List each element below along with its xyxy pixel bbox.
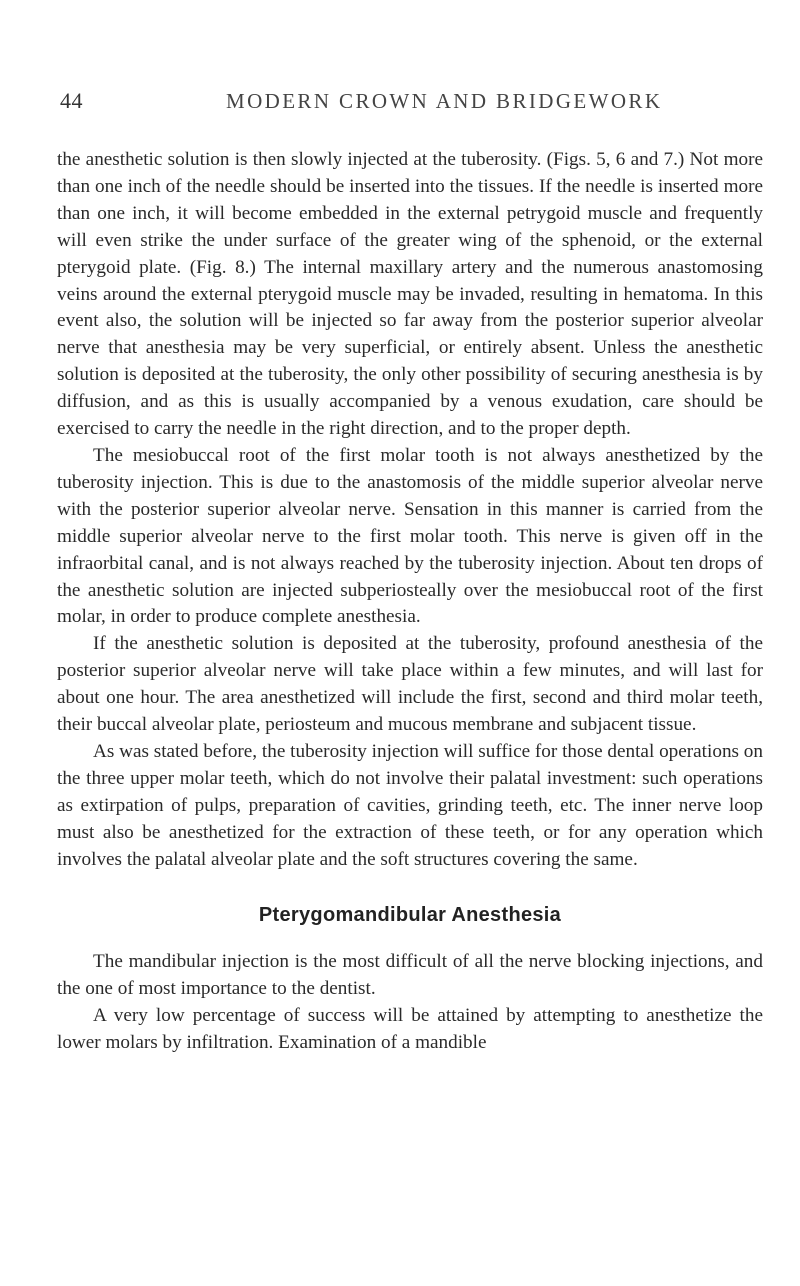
section-heading: Pterygomandibular Anesthesia bbox=[258, 904, 562, 927]
body-text bbox=[57, 147, 763, 1057]
paragraph: the anesthetic solution is then slowly injected at the tuberosity. (Figs. 5, 6 and 7.) Not more than one inch of the needle should be inserted into the tissues. If the needle is inserted more than one inch, it will become embedded in the external petrygoid muscle and frequently will even strike the under surface of the greater wing of the sphenoid, or the external pterygoid plate. (Fig. 8.) The internal maxillary artery and the numerous anastomosing veins around the external pterygoid muscle may be invaded, resulting in hematoma. In this event also, the solution will be injected so far away from the posterior superior alveolar nerve that anesthesia may be very superficial, or entirely absent. Unless the anesthetic solution is deposited at the tuberosity, the only other possibility of securing anesthesia is by diffusion, and as this is usually accompanied by a venous exudation, care should be exercised to carry the needle in the right direction, and to the proper depth. bbox=[57, 149, 763, 440]
paragraph: If the anesthetic solution is deposited at the tuberosity, profound anesthesia of the posterior superior alveolar nerve will take place within a few minutes, and will last for about one hour. The area anesthetized will include the first, second and third molar teeth, their buccal alveolar plate, periosteum and mucous membrane and subjacent tissue. bbox=[57, 633, 763, 736]
running-title: MODERN CROWN AND BRIDGEWORK bbox=[226, 89, 663, 113]
paragraph: The mandibular injection is the most difficult of all the nerve blocking injections, and the one of most importance to the dentist. bbox=[57, 951, 763, 1000]
running-head bbox=[60, 88, 760, 118]
paragraph: A very low percentage of success will be attained by attempting to anesthetize the lower molars by infiltration. Examination of a mandible bbox=[57, 1005, 763, 1054]
paragraph: The mesiobuccal root of the first molar tooth is not always anesthetized by the tuberosity injection. This is due to the anastomosis of the middle superior alveolar nerve with the posterior superior alveolar nerve. Sensation in this manner is carried from the middle superior alveolar nerve to the first molar tooth. This nerve is given off in the infraorbital canal, and is not always reached by the tuberosity injection. About ten drops of the anesthetic solution are injected subperiosteally over the mesiobuccal root of the first molar, in order to produce complete anesthesia. bbox=[57, 444, 763, 628]
page-number: 44 bbox=[60, 88, 83, 113]
paragraph: As was stated before, the tuberosity injection will suffice for those dental operations on the three upper molar teeth, which do not involve their palatal investment: such operations as extirpation of pulps, preparation of cavities, grinding teeth, etc. The inner nerve loop must also be anesthetized for the extraction of these teeth, or for any operation which involves the palatal alveolar plate and the soft structures covering the same. bbox=[57, 740, 763, 870]
